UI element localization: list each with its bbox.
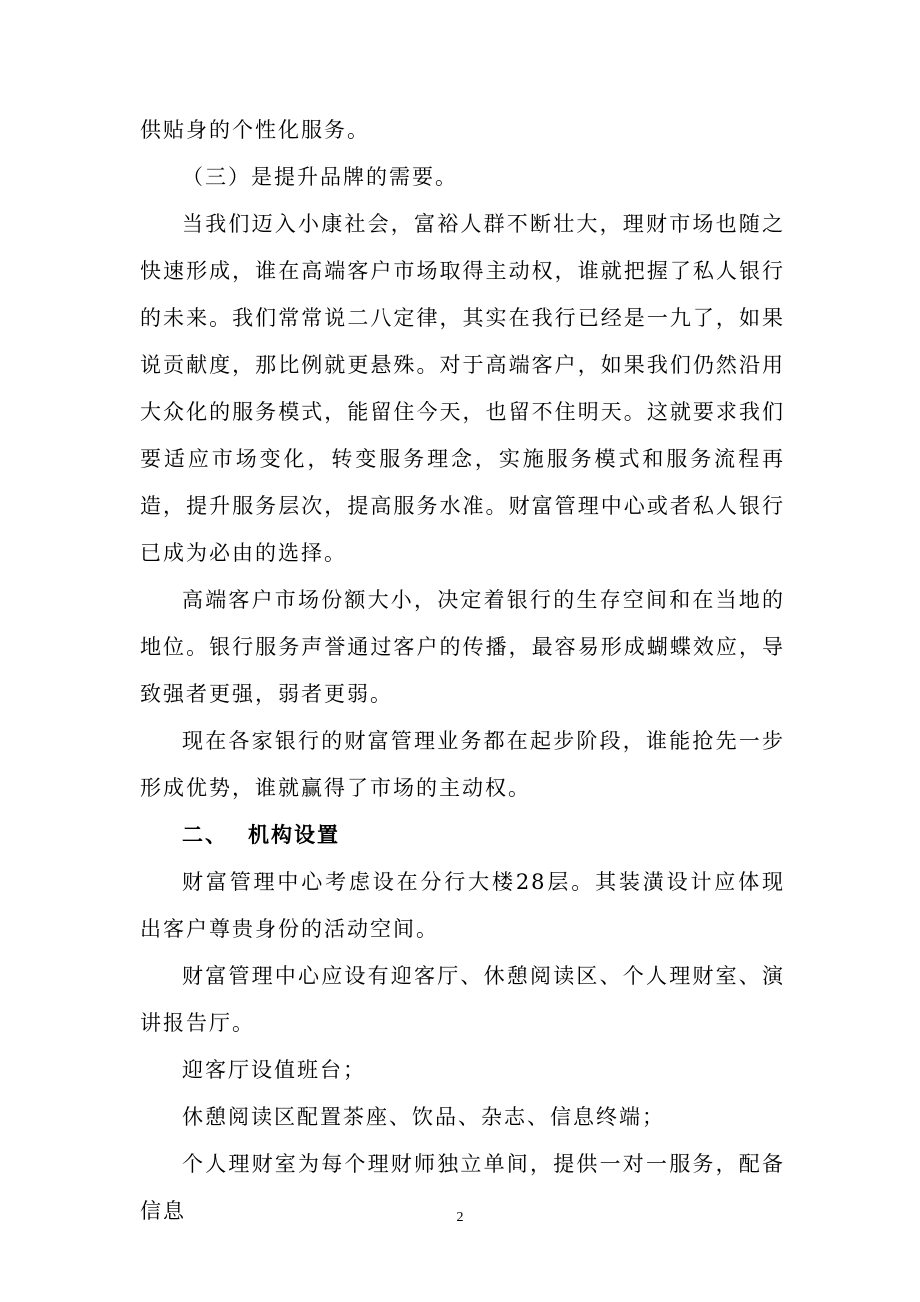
document-body	[140, 107, 785, 1235]
paragraph-10: 个人理财室为每个理财师独立单间，提供一对一服务，配备信息	[140, 1152, 785, 1223]
section-heading	[140, 812, 785, 859]
page-number: 2	[456, 1210, 464, 1225]
paragraph-3: 当我们迈入小康社会，富裕人群不断壮大，理财市场也随之快速形成，谁在高端客户市场取得主动权，谁就把握了私人银行的未来。我们常常说二八定律，其实在我行已经是一九了，如果说贡献度，那比例就更悬殊。对于高端客户，如果我们仍然沿用大众化的服务模式，能留住今天，也留不住明天。这就要求我们要适应市场变化，转变服务理念，实施服务模式和服务流程再造，提升服务层次，提高服务水准。财富管理中心或者私人银行已成为必由的选择。	[140, 212, 785, 565]
paragraph-1: 供贴身的个性化服务。	[140, 118, 370, 142]
subsection-heading-3: （三）是提升品牌的需要。	[182, 165, 458, 189]
paragraph-4: 高端客户市场份额大小，决定着银行的生存空间和在当地的地位。银行服务声誉通过客户的传播，最容易形成蝴蝶效应，导致强者更强，弱者更弱。	[140, 588, 785, 706]
section-heading-number: 二、	[182, 823, 228, 847]
paragraph-8: 迎客厅设值班台；	[182, 1058, 366, 1082]
paragraph-5: 现在各家银行的财富管理业务都在起步阶段，谁能抢先一步形成优势，谁就赢得了市场的主动权。	[140, 729, 785, 800]
paragraph-9: 休憩阅读区配置茶座、饮品、杂志、信息终端；	[182, 1105, 665, 1129]
paragraph-6: 财富管理中心考虑设在分行大楼28层。其装潢设计应体现出客户尊贵身份的活动空间。	[140, 870, 785, 941]
section-heading-title: 机构设置	[248, 823, 340, 847]
paragraph-7: 财富管理中心应设有迎客厅、休憩阅读区、个人理财室、演讲报告厅。	[140, 964, 785, 1035]
